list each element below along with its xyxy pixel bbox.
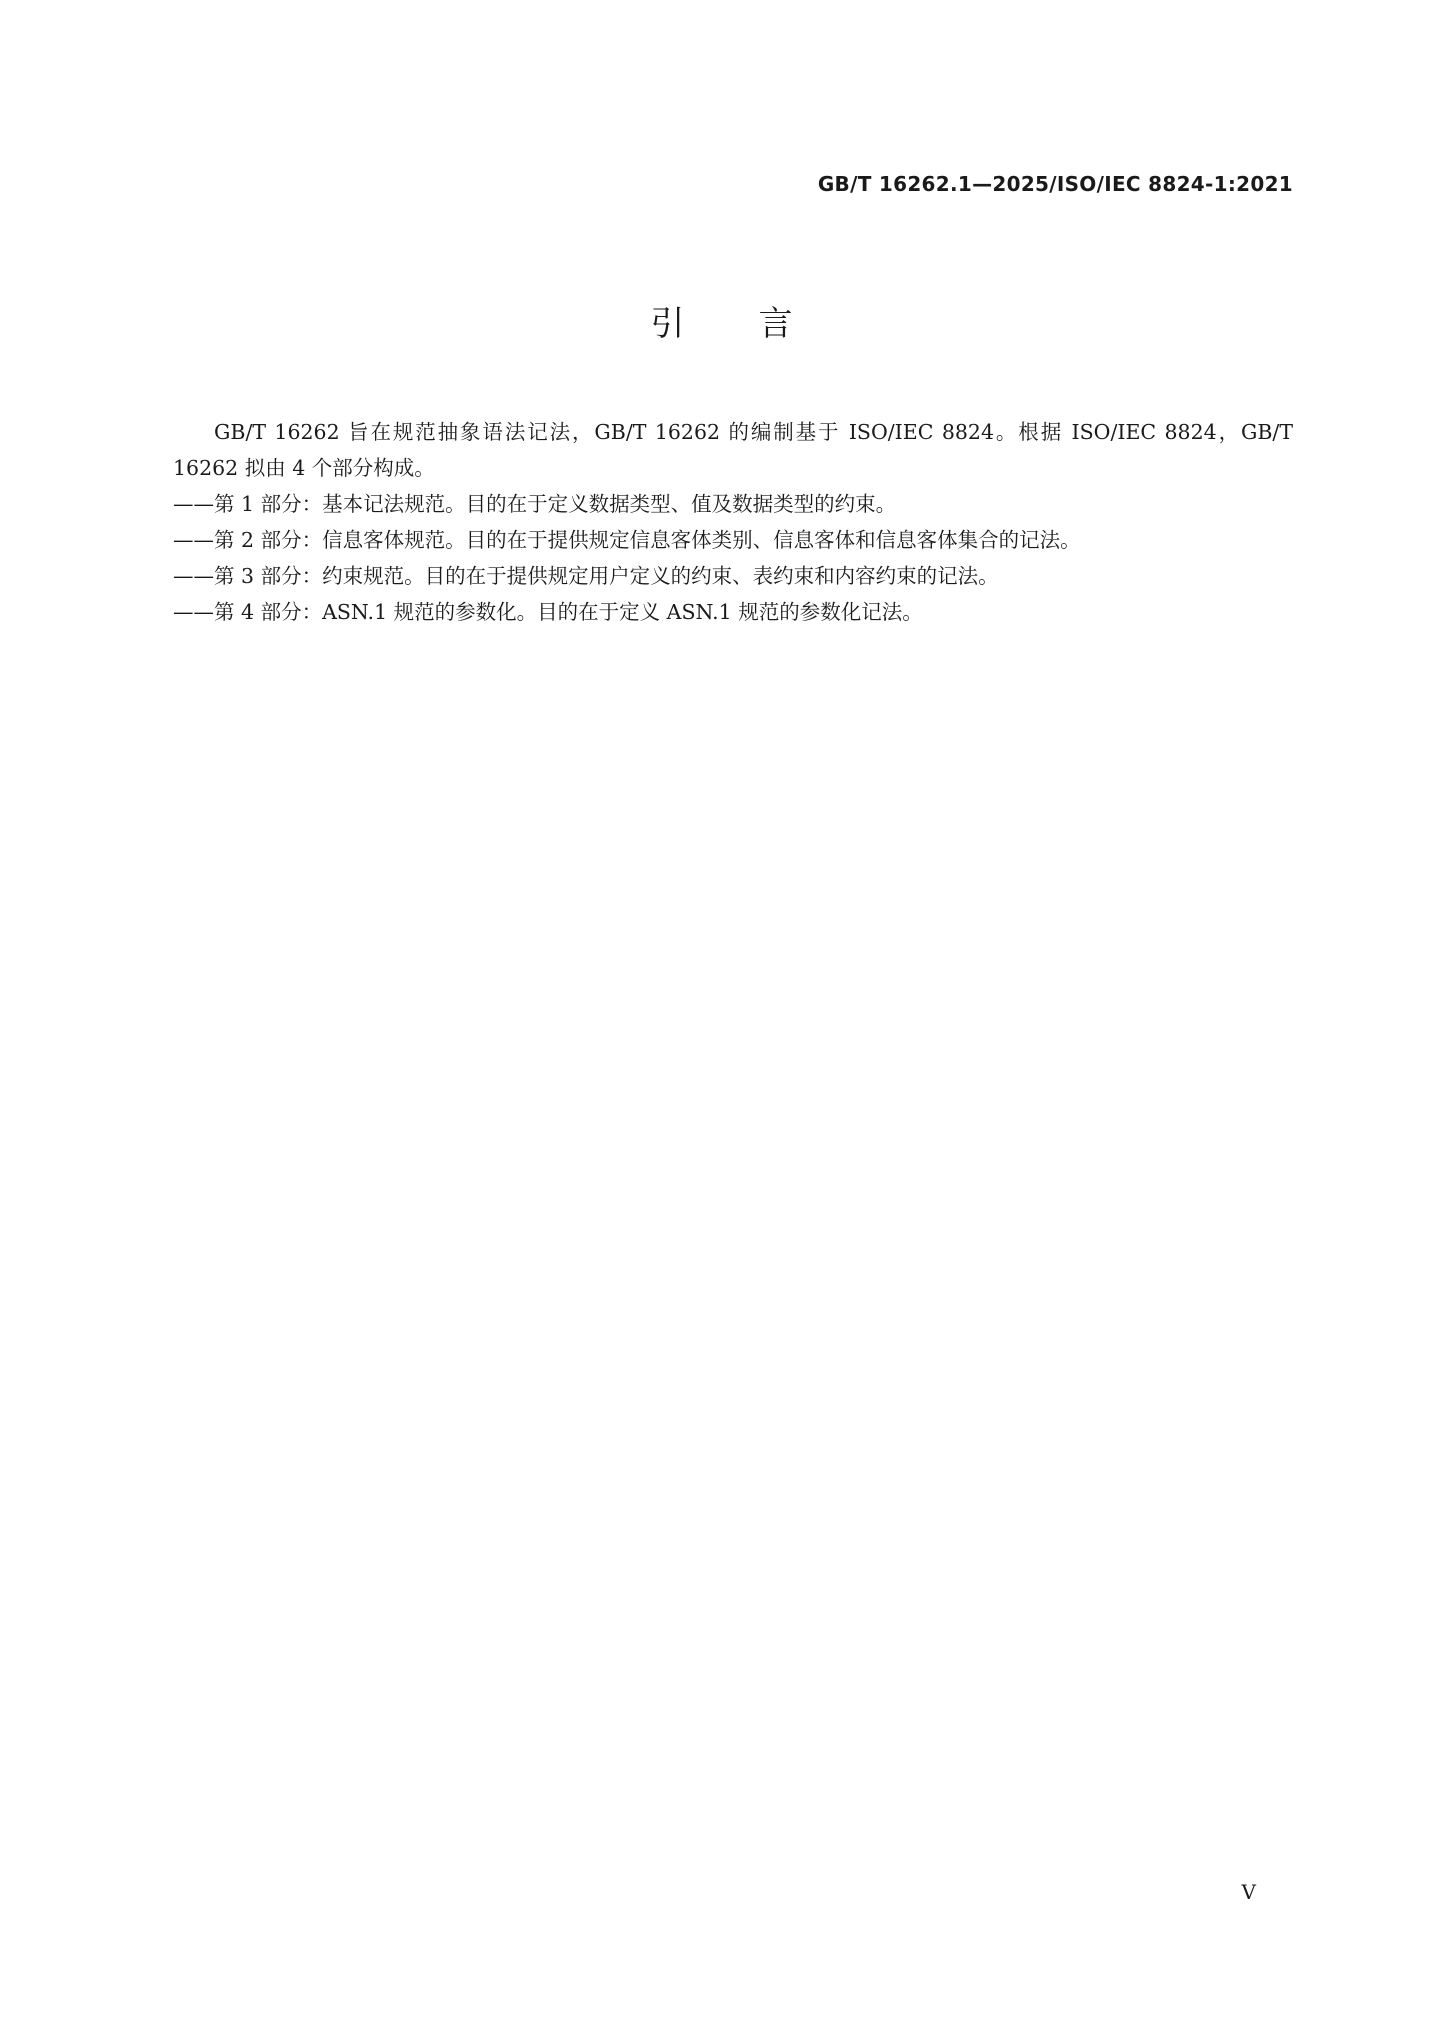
part-list-item-4: ——第 4 部分：ASN.1 规范的参数化。目的在于定义 ASN.1 规范的参数化记法。 xyxy=(173,600,923,624)
part-list-item-1: ——第 1 部分：基本记法规范。目的在于定义数据类型、值及数据类型的约束。 xyxy=(173,492,897,516)
standard-code-header: GB/T 16262.1—2025/ISO/IEC 8824-1:2021 xyxy=(817,172,1293,196)
page-title: 引 言 xyxy=(650,304,795,344)
page-number: V xyxy=(1241,1880,1256,1904)
part-list-item-2: ——第 2 部分：信息客体规范。目的在于提供规定信息客体类别、信息客体和信息客体集合的记法。 xyxy=(173,528,1081,552)
part-list-item-3: ——第 3 部分：约束规范。目的在于提供规定用户定义的约束、表约束和内容约束的记法。 xyxy=(173,564,999,588)
body-text xyxy=(173,414,1293,630)
intro-paragraph: GB/T 16262 旨在规范抽象语法记法，GB/T 16262 的编制基于 ISO/IEC 8824。根据 ISO/IEC 8824，GB/T 16262 拟由 4 个部分构成。 xyxy=(173,420,1293,480)
